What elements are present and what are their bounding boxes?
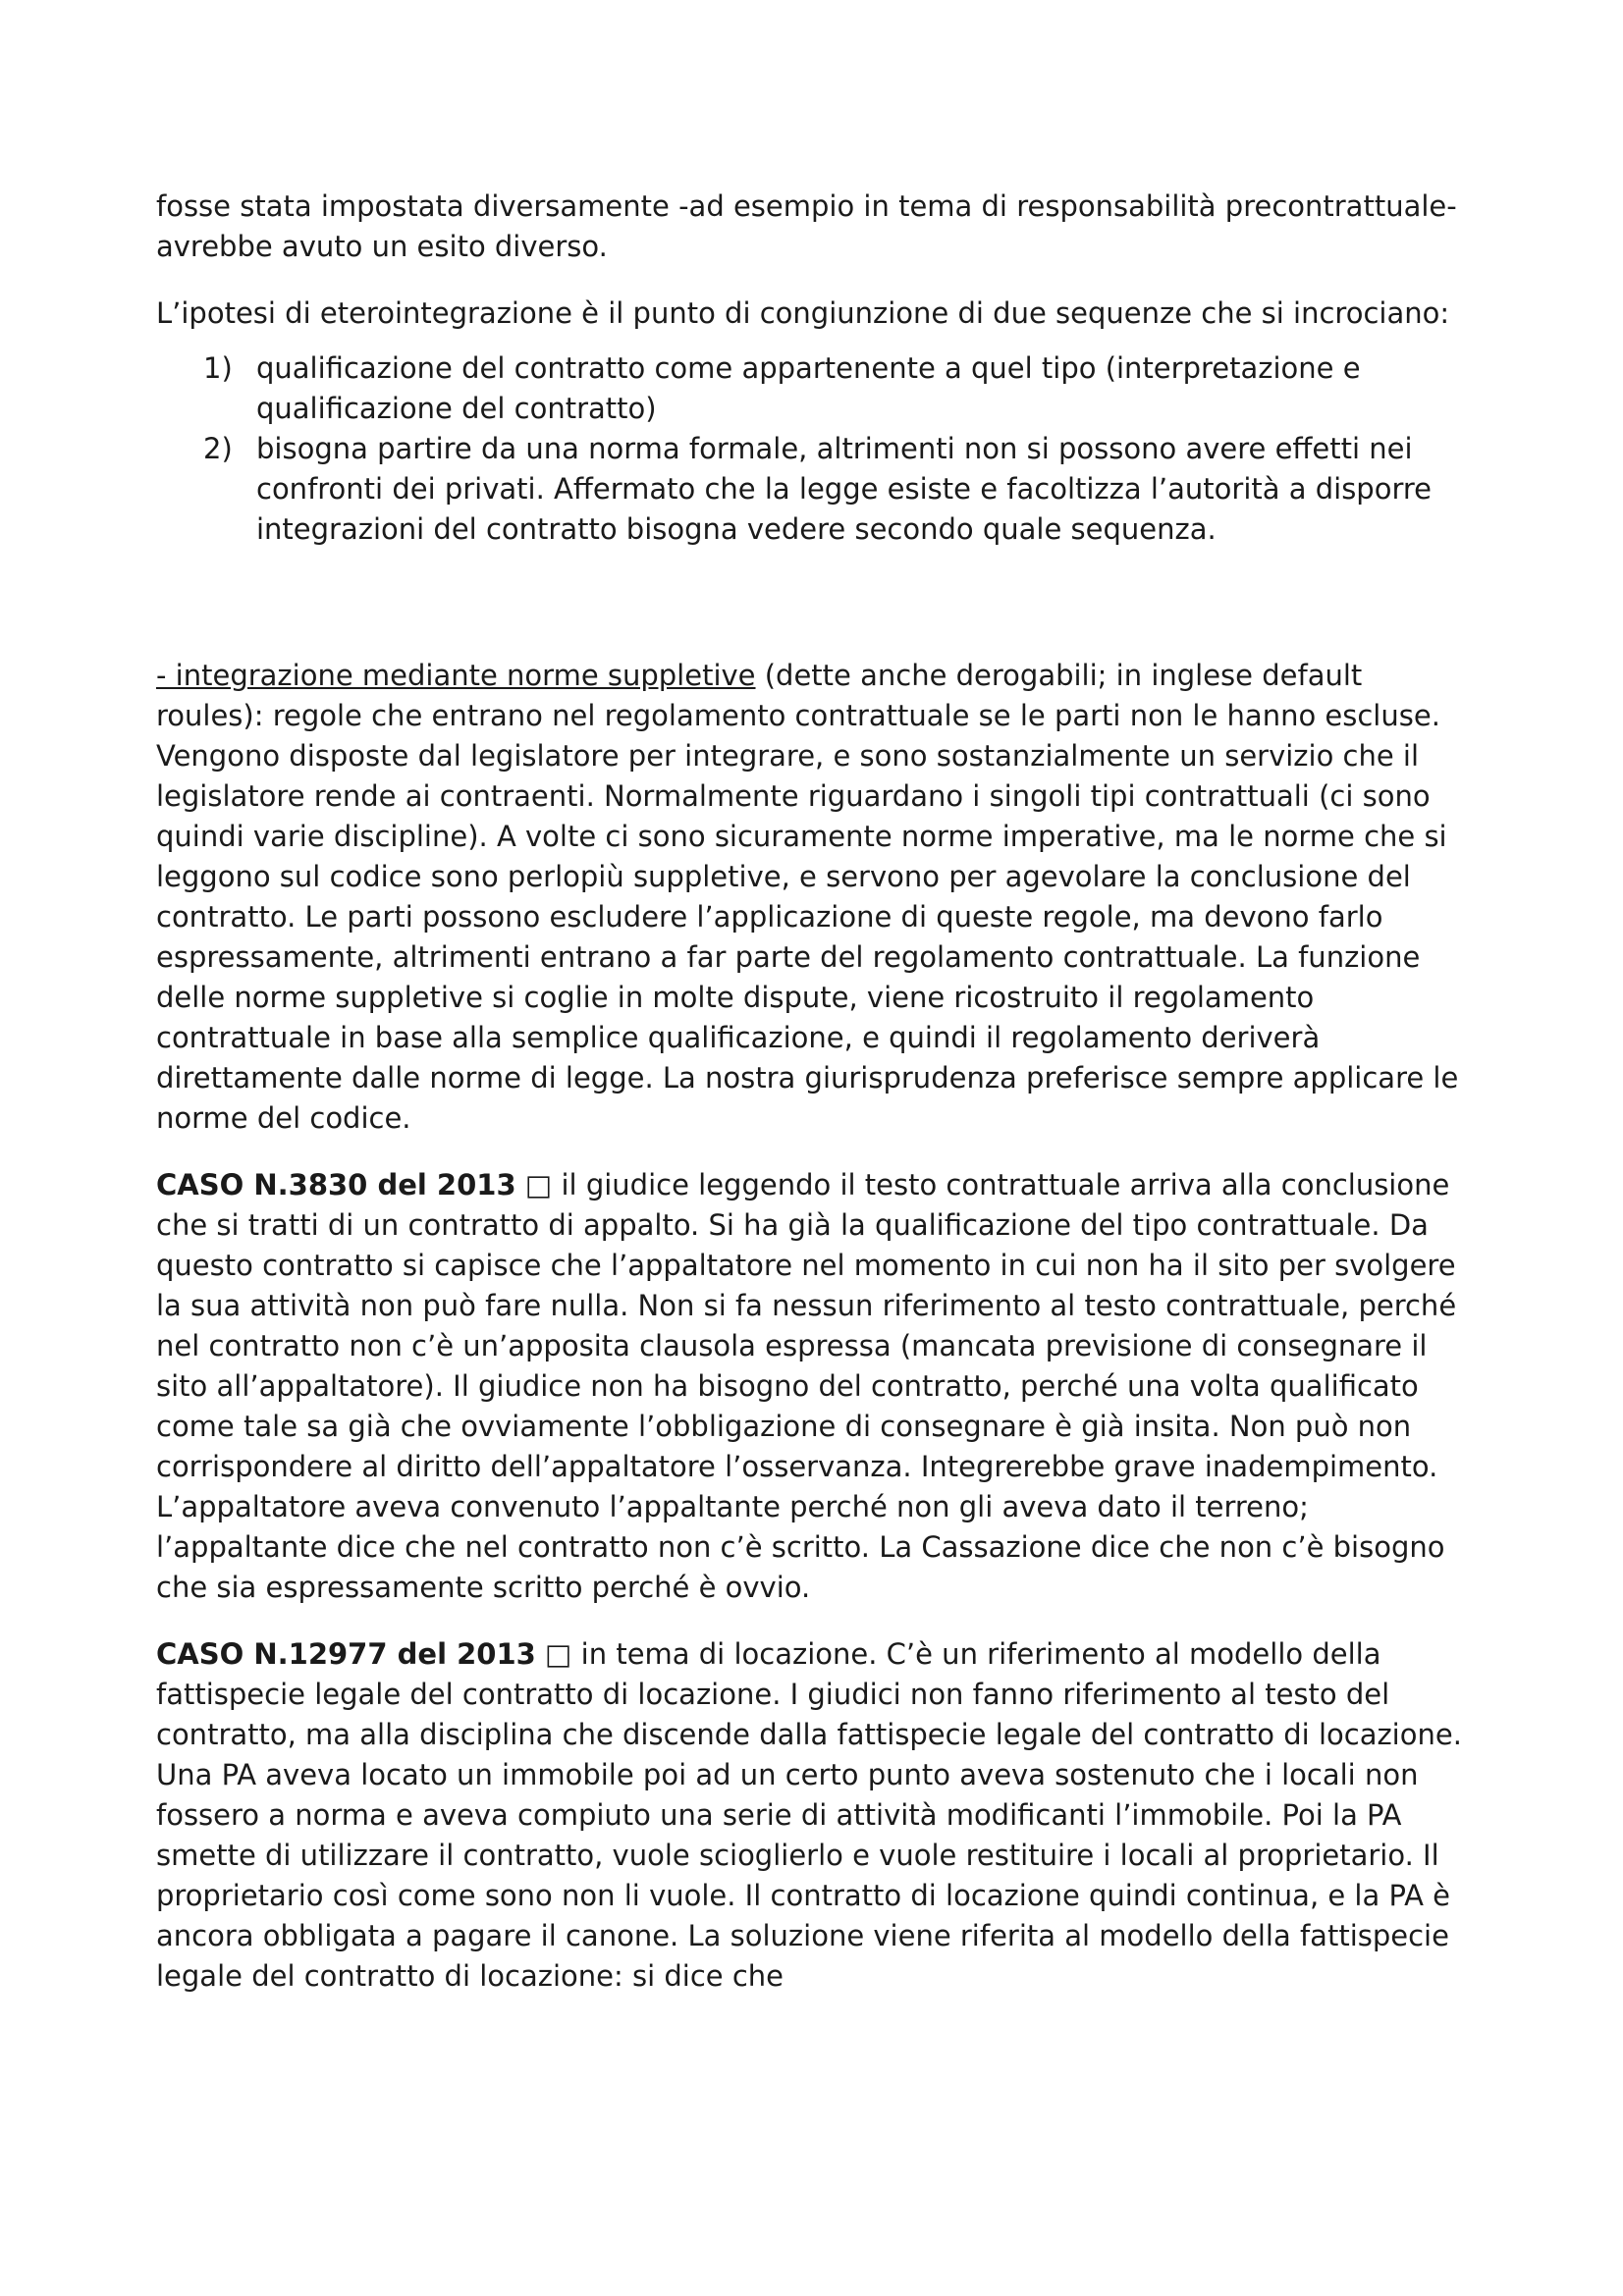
list-item-text: qualificazione del contratto come appartenente a quel tipo (interpretazione e qualificazione del contratto): [256, 351, 1361, 425]
list-item-text: bisogna partire da una norma formale, altrimenti non si possono avere effetti nei confronti dei privati. Affermato che la legge esiste e facoltizza l’autorità a disporre integrazioni del contratto bisogna vedere secondo quale sequenza.: [256, 432, 1433, 546]
case-12977-body: in tema di locazione. C’è un riferimento al modello della fattispecie legale del contratto di locazione. I giudici non fanno riferimento al testo del contratto, ma alla disciplina che discende dalla fattispecie legale del contratto di locazione. Una PA aveva locato un immobile poi ad un certo punto aveva sostenuto che i locali non fossero a norma e aveva compiuto una serie di attività modificanti l’immobile. Poi la PA smette di utilizzare il contratto, vuole scioglierlo e vuole restituire i locali al proprietario. Il proprietario così come sono non li vuole. Il contratto di locazione quindi continua, e la PA è ancora obbligata a pagare il canone. La soluzione viene riferita al modello della fattispecie legale del contratto di locazione: si dice che: [156, 1637, 1462, 1993]
arrow-icon: □: [535, 1637, 581, 1671]
eterointegrazione-paragraph: L’ipotesi di eterointegrazione è il punto di congiunzione di due sequenze che si incrociano:: [156, 296, 1450, 330]
case-3830-body: il giudice leggendo il testo contrattuale arriva alla conclusione che si tratti di un contratto di appalto. Si ha già la qualificazione del tipo contrattuale. Da questo contratto si capisce che l’appaltatore nel momento in cui non ha il sito per svolgere la sua attività non può fare nulla. Non si fa nessun riferimento al testo contrattuale, perché nel contratto non c’è un’apposita clausola espressa (mancata previsione di consegnare il sito all’appaltatore). Il giudice non ha bisogno del contratto, perché una volta qualificato come tale sa già che ovviamente l’obbligazione di consegnare è già insita. Non può non corrispondere al diritto dell’appaltatore l’osservanza. Integrerebbe grave inadempimento. L’appaltatore aveva convenuto l’appaltante perché non gli aveva dato il terreno; l’appaltante dice che nel contratto non c’è scritto. La Cassazione dice che non c’è bisogno che sia espressamente scritto perché è ovvio.: [156, 1168, 1457, 1604]
numbered-list: [156, 348, 1477, 550]
case-12977-title: CASO N.12977 del 2013: [156, 1637, 536, 1671]
case-3830-paragraph: [156, 1165, 1477, 1608]
case-3830-title: CASO N.3830 del 2013: [156, 1168, 516, 1201]
list-item-number: 1): [203, 351, 233, 385]
suppletive-heading: - integrazione mediante norme suppletive: [156, 659, 756, 692]
list-item: [156, 429, 1477, 550]
document-page: [156, 187, 1477, 1997]
arrow-icon: □: [515, 1168, 562, 1201]
suppletive-paragraph: [156, 656, 1477, 1139]
suppletive-body: (dette anche derogabili; in inglese default roules): regole che entrano nel regolamento contrattuale se le parti non le hanno escluse. Vengono disposte dal legislatore per integrare, e sono sostanzialmente un servizio che il legislatore rende ai contraenti. Normalmente riguardano i singoli tipi contrattuali (ci sono quindi varie discipline). A volte ci sono sicuramente norme imperative, ma le norme che si leggono sul codice sono perlopiù suppletive, e servono per agevolare la conclusione del contratto. Le parti possono escludere l’applicazione di queste regole, ma devono farlo espressamente, altrimenti entrano a far parte del regolamento contrattuale. La funzione delle norme suppletive si coglie in molte dispute, viene ricostruito il regolamento contrattuale in base alla semplice qualificazione, e quindi il regolamento deriverà direttamente dalle norme di legge. La nostra giurisprudenza preferisce sempre applicare le norme del codice.: [156, 659, 1459, 1135]
list-item-number: 2): [203, 432, 233, 465]
intro-paragraph: fosse stata impostata diversamente -ad esempio in tema di responsabilità precontrattuale- avrebbe avuto un esito diverso.: [156, 189, 1457, 263]
list-item: [156, 348, 1477, 429]
blank-space: [156, 550, 1477, 656]
case-12977-paragraph: [156, 1634, 1477, 1997]
